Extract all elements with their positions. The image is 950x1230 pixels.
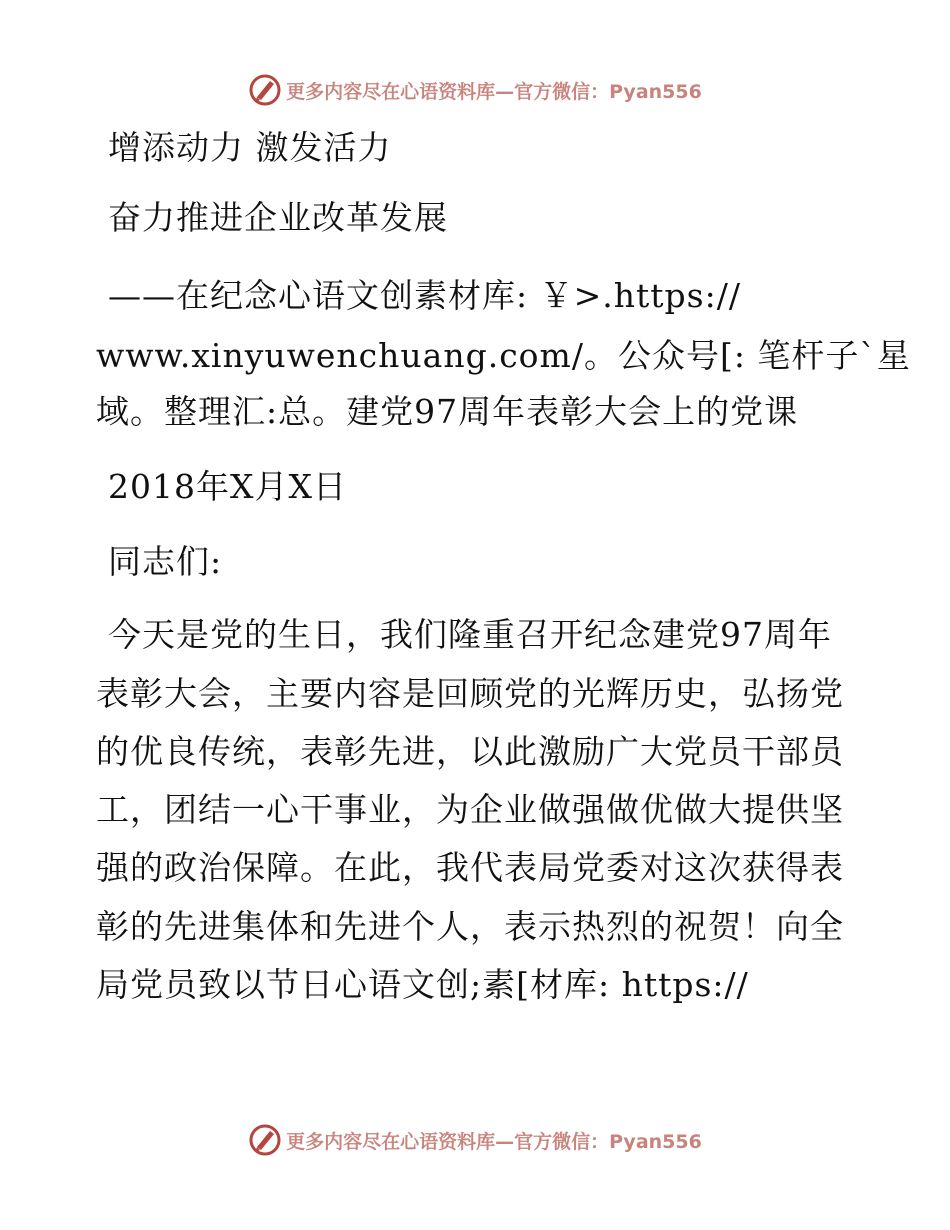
header-watermark xyxy=(0,70,950,110)
body-line: 今天是党的生日，我们隆重召开纪念建党97周年 xyxy=(108,615,832,654)
salutation: 同志们: xyxy=(108,542,223,581)
body-line: 表彰大会，主要内容是回顾党的光辉历史，弘扬党 xyxy=(96,674,844,713)
footer-watermark xyxy=(0,1120,950,1160)
quill-logo-icon xyxy=(248,73,282,107)
body-line: 工，团结一心干事业，为企业做强做优做大提供坚 xyxy=(96,790,844,829)
body-line: 的优良传统，表彰先进，以此激励广大党员干部员 xyxy=(96,732,844,771)
subtitle-line: 域。整理汇:总。建党97周年表彰大会上的党课 xyxy=(96,392,799,431)
watermark-text: 更多内容尽在心语资料库—官方微信：Pyan556 xyxy=(286,1130,702,1153)
title-line-1: 增添动力 激发活力 xyxy=(108,128,392,167)
watermark-text: 更多内容尽在心语资料库—官方微信：Pyan556 xyxy=(286,80,702,103)
subtitle-line: ——在纪念心语文创素材库: ￥>.https:// xyxy=(108,276,741,315)
quill-logo-icon xyxy=(248,1123,282,1157)
body-line: 强的政治保障。在此，我代表局党委对这次获得表 xyxy=(96,848,844,887)
body-line: 彰的先进集体和先进个人，表示热烈的祝贺！向全 xyxy=(96,907,844,946)
subtitle-line: www.xinyuwenchuang.com/。公众号[: 笔杆子`星 xyxy=(96,336,911,375)
body-line: 局党员致以节日心语文创;素[材库: https:// xyxy=(96,965,749,1004)
title-line-2: 奋力推进企业改革发展 xyxy=(108,198,448,237)
document-date: 2018年X月X日 xyxy=(108,467,347,506)
